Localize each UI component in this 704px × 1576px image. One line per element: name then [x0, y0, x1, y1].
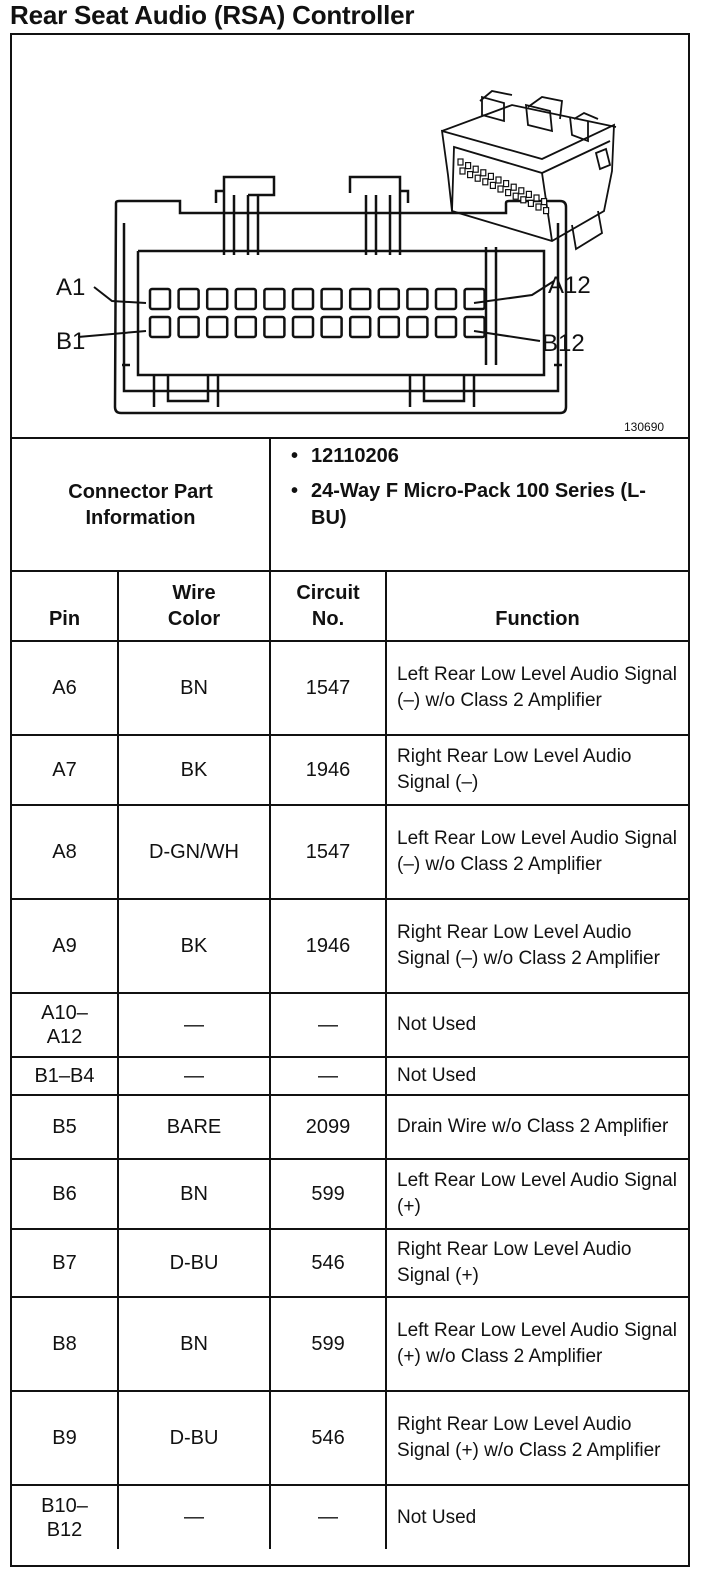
wire-color-cell: BK: [118, 735, 270, 805]
wire-color-cell: —: [118, 993, 270, 1057]
wire-color-cell: —: [118, 1057, 270, 1095]
wire-color-cell: BN: [118, 641, 270, 735]
pin-cavity: [293, 317, 313, 337]
pin-cavity-3d: [544, 208, 549, 214]
function-cell: Right Rear Low Level Audio Signal (–) w/o Class 2 Amplifier: [386, 899, 688, 993]
function-cell: Not Used: [386, 1057, 688, 1095]
pin-cavity-3d: [534, 195, 539, 201]
pin-cavity: [465, 289, 485, 309]
pin-cavity: [179, 317, 199, 337]
pin-cavity-3d: [519, 188, 524, 194]
wire-color-cell: D-BU: [118, 1391, 270, 1485]
table-row: [12, 993, 688, 1057]
table-row: [12, 1297, 688, 1391]
pin-cavity-3d: [542, 199, 547, 205]
pin-cavity: [236, 317, 256, 337]
pin-cavity: [350, 289, 370, 309]
function-cell: Left Rear Low Level Audio Signal (+): [386, 1159, 688, 1229]
pin-cavity-3d: [483, 179, 488, 185]
connector-part-number: • 12110206: [291, 445, 399, 467]
label-a1: A1: [56, 274, 86, 301]
pin-cell: A10–A12: [12, 993, 118, 1057]
circuit-cell: 599: [270, 1159, 386, 1229]
pin-cell: A9: [12, 899, 118, 993]
pin-cell: B10–B12: [12, 1485, 118, 1549]
table-row: [12, 1057, 688, 1095]
function-cell: Not Used: [386, 993, 688, 1057]
pin-cavity-3d: [521, 197, 526, 203]
pin-cavity: [436, 289, 456, 309]
header-circuit: Circuit No.: [270, 571, 386, 641]
pin-cavity-3d: [473, 166, 478, 172]
circuit-cell: 2099: [270, 1095, 386, 1159]
pin-cell: B1–B4: [12, 1057, 118, 1095]
circuit-cell: —: [270, 993, 386, 1057]
pin-cell: A8: [12, 805, 118, 899]
header-wire-color: Wire Color: [118, 571, 270, 641]
table-row: [12, 641, 688, 735]
circuit-cell: 1946: [270, 899, 386, 993]
pin-cavity: [379, 289, 399, 309]
pin-cavity-3d: [506, 190, 511, 196]
pin-cavity: [207, 317, 227, 337]
page-title: Rear Seat Audio (RSA) Controller: [10, 0, 415, 30]
figure-number: 130690: [624, 420, 665, 434]
circuit-cell: 546: [270, 1391, 386, 1485]
pin-cavity-3d: [498, 186, 503, 192]
table-row: [12, 1095, 688, 1159]
wire-color-cell: D-BU: [118, 1229, 270, 1297]
pin-cavity-3d: [490, 182, 495, 188]
pin-cavity-3d: [481, 170, 486, 176]
pin-cell: B7: [12, 1229, 118, 1297]
label-b1: B1: [56, 328, 86, 355]
pin-cavity-3d: [536, 204, 541, 210]
table-row: [12, 805, 688, 899]
pin-cavity: [150, 289, 170, 309]
function-cell: Right Rear Low Level Audio Signal (–): [386, 735, 688, 805]
pin-cavity: [407, 317, 427, 337]
wire-color-cell: BARE: [118, 1095, 270, 1159]
pin-cavity: [179, 289, 199, 309]
connector-diagram: [12, 35, 688, 439]
circuit-cell: 1547: [270, 805, 386, 899]
pin-cell: B5: [12, 1095, 118, 1159]
header-function: Function: [386, 571, 688, 641]
header-pin: Pin: [12, 571, 118, 641]
function-cell: Left Rear Low Level Audio Signal (–) w/o Class 2 Amplifier: [386, 805, 688, 899]
circuit-cell: —: [270, 1057, 386, 1095]
pin-cell: A6: [12, 641, 118, 735]
function-cell: Left Rear Low Level Audio Signal (+) w/o Class 2 Amplifier: [386, 1297, 688, 1391]
wire-color-cell: BK: [118, 899, 270, 993]
circuit-cell: 1946: [270, 735, 386, 805]
pin-cavity-3d: [513, 193, 518, 199]
circuit-cell: 546: [270, 1229, 386, 1297]
label-b12: B12: [542, 330, 585, 357]
circuit-cell: 599: [270, 1297, 386, 1391]
pin-cavity-3d: [526, 191, 531, 197]
pin-cell: B8: [12, 1297, 118, 1391]
function-cell: Drain Wire w/o Class 2 Amplifier: [386, 1095, 688, 1159]
pin-cavity-3d: [511, 184, 516, 190]
function-cell: Right Rear Low Level Audio Signal (+): [386, 1229, 688, 1297]
pin-cavity: [350, 317, 370, 337]
connector-description: • 24-Way F Micro-Pack 100 Series (L-BU): [291, 480, 646, 529]
table-row: [12, 899, 688, 993]
pin-cavity: [264, 289, 284, 309]
pin-cavity-3d: [488, 173, 493, 179]
pin-cavity-3d: [460, 168, 465, 174]
pin-cavity-3d: [475, 175, 480, 181]
connector-face-drawing: [12, 35, 688, 437]
wire-color-cell: BN: [118, 1159, 270, 1229]
circuit-cell: 1547: [270, 641, 386, 735]
pin-cavity: [322, 317, 342, 337]
function-cell: Right Rear Low Level Audio Signal (+) w/o Class 2 Amplifier: [386, 1391, 688, 1485]
pin-cavity: [465, 317, 485, 337]
pin-cavity-3d: [466, 163, 471, 169]
connector-sheet: [10, 33, 690, 1567]
pin-cavity: [207, 289, 227, 309]
pin-cavity-3d: [528, 200, 533, 206]
pin-cell: A7: [12, 735, 118, 805]
wire-color-cell: D-GN/WH: [118, 805, 270, 899]
pin-cavity: [236, 289, 256, 309]
pin-cavity-3d: [468, 172, 473, 178]
function-cell: Left Rear Low Level Audio Signal (–) w/o Class 2 Amplifier: [386, 641, 688, 735]
table-header-row: [12, 571, 688, 641]
pin-cavity: [264, 317, 284, 337]
pin-cavity: [293, 289, 313, 309]
pin-cavity-3d: [504, 181, 509, 187]
pin-cavity-3d: [458, 159, 463, 165]
pin-cavity: [379, 317, 399, 337]
pin-cavity: [407, 289, 427, 309]
label-a12: A12: [548, 272, 591, 299]
wire-color-cell: —: [118, 1485, 270, 1549]
wire-color-cell: BN: [118, 1297, 270, 1391]
pin-cavity: [322, 289, 342, 309]
table-row: [12, 1229, 688, 1297]
function-cell: Not Used: [386, 1485, 688, 1549]
connector-info-label: Connector Part Information: [12, 439, 270, 571]
pin-cavity-3d: [496, 177, 501, 183]
connector-info-bullets: [270, 439, 688, 571]
circuit-cell: —: [270, 1485, 386, 1549]
table-row: [12, 735, 688, 805]
pin-cavity: [436, 317, 456, 337]
pin-cavity: [150, 317, 170, 337]
pin-cell: B9: [12, 1391, 118, 1485]
table-row: [12, 1159, 688, 1229]
connector-3d-view: [442, 91, 616, 249]
connector-info-row: [12, 439, 688, 571]
table-row: [12, 1391, 688, 1485]
pinout-table: [12, 439, 688, 1549]
table-row: [12, 1485, 688, 1549]
pin-cell: B6: [12, 1159, 118, 1229]
